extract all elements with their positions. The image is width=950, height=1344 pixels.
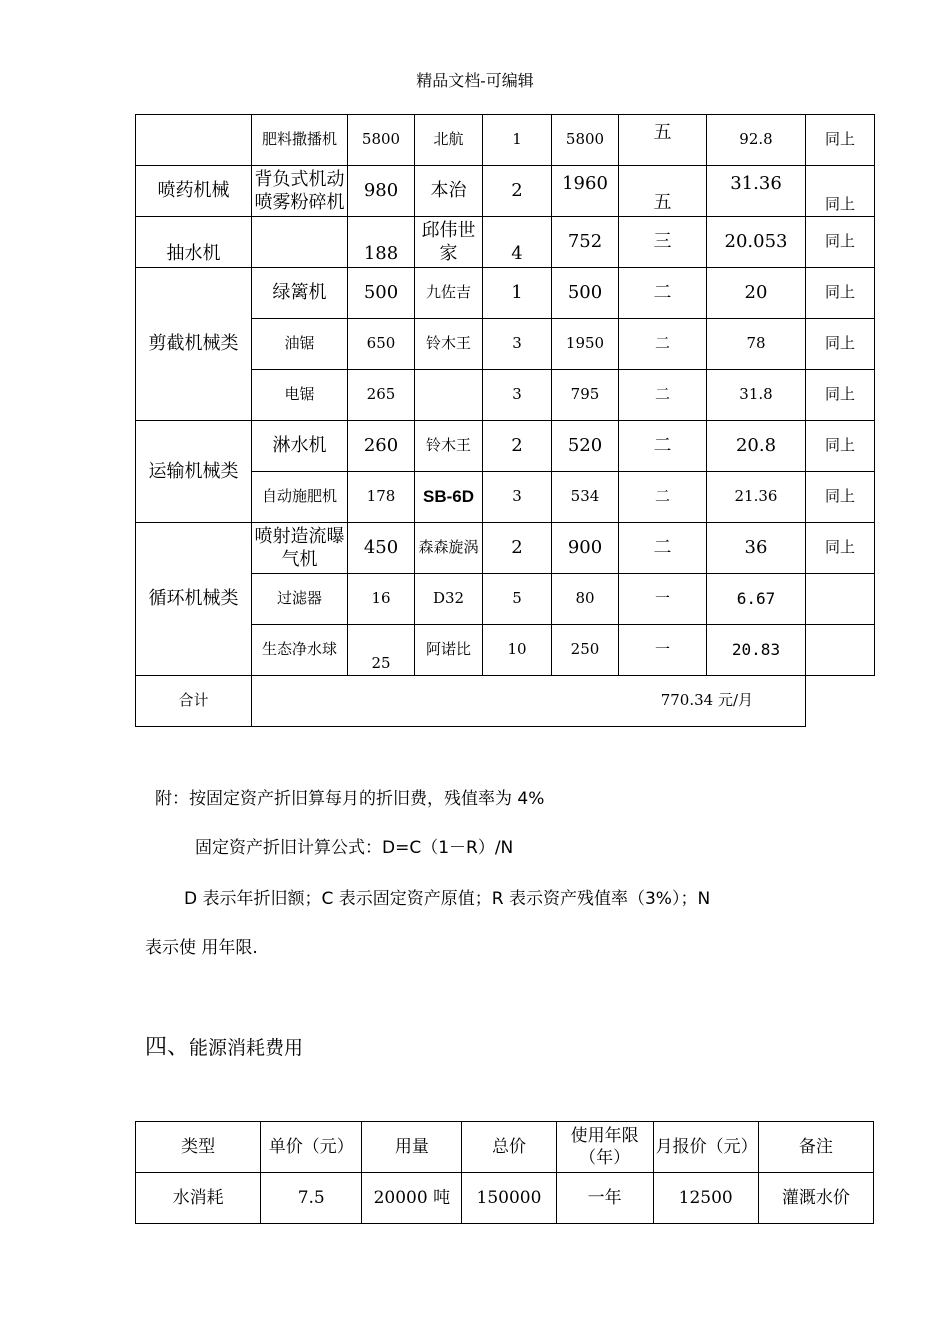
total-price-cell: 500 [552, 268, 619, 319]
column-header: 使用年限（年） [556, 1122, 653, 1173]
quantity-cell: 2 [483, 421, 552, 472]
unit-price-cell: 980 [348, 166, 415, 217]
section-number: 四、 [145, 1035, 190, 1060]
total-price-cell: 5800 [552, 115, 619, 166]
brand-cell [415, 370, 483, 421]
table-row [136, 268, 875, 319]
brand-cell: 阿诺比 [415, 625, 483, 676]
note-variable-definitions-cont: 表示使 用年限. [145, 938, 258, 958]
energy-cost-table [135, 1121, 874, 1224]
total-price-cell: 250 [552, 625, 619, 676]
equipment-name-cell: 肥料撒播机 [252, 115, 348, 166]
page-header: 精品文档-可编辑 [416, 71, 534, 90]
unit-price-cell: 5800 [348, 115, 415, 166]
unit-price-cell: 25 [348, 625, 415, 676]
service-years-cell: 二 [619, 319, 707, 370]
monthly-depreciation-cell: 20.83 [707, 625, 806, 676]
total-price-cell: 150000 [462, 1173, 556, 1224]
section-title: 能源消耗费用 [189, 1037, 304, 1059]
category-cell: 剪截机械类 [136, 268, 252, 421]
brand-cell: 邱伟世家 [415, 217, 483, 268]
category-cell: 运输机械类 [136, 421, 252, 523]
service-years-cell: 二 [619, 370, 707, 421]
total-row [136, 676, 875, 727]
column-header: 用量 [362, 1122, 462, 1173]
monthly-depreciation-cell: 20 [707, 268, 806, 319]
quantity-cell: 2 [483, 166, 552, 217]
total-price-cell: 900 [552, 523, 619, 574]
service-years-cell: 五 [619, 115, 707, 166]
category-cell [136, 115, 252, 166]
equipment-name-cell: 背负式机动喷雾粉碎机 [252, 166, 348, 217]
equipment-name-cell [252, 217, 348, 268]
brand-cell: 铃木王 [415, 319, 483, 370]
total-price-cell: 80 [552, 574, 619, 625]
monthly-depreciation-cell: 36 [707, 523, 806, 574]
service-years-cell: 五 [619, 166, 707, 217]
service-years-cell: 一 [619, 574, 707, 625]
service-years-cell: 三 [619, 217, 707, 268]
table-row [136, 523, 875, 574]
brand-cell: 北航 [415, 115, 483, 166]
note-cell: 同上 [806, 319, 875, 370]
equipment-name-cell: 电锯 [252, 370, 348, 421]
equipment-name-cell: 自动施肥机 [252, 472, 348, 523]
note-formula: 固定资产折旧计算公式：D=C（1－R）/N [195, 838, 514, 858]
brand-cell: 九佐吉 [415, 268, 483, 319]
brand-cell: 本治 [415, 166, 483, 217]
table-row [136, 217, 875, 268]
category-cell: 抽水机 [136, 217, 252, 268]
total-label-cell: 合计 [136, 676, 252, 727]
monthly-depreciation-cell: 20.053 [707, 217, 806, 268]
note-cell: 同上 [806, 472, 875, 523]
brand-cell: D32 [415, 574, 483, 625]
column-header: 备注 [758, 1122, 873, 1173]
table-row [136, 421, 875, 472]
note-cell [806, 625, 875, 676]
unit-price-cell: 260 [348, 421, 415, 472]
note-cell: 同上 [806, 166, 875, 217]
total-price-cell: 534 [552, 472, 619, 523]
quantity-cell: 2 [483, 523, 552, 574]
quantity-cell: 5 [483, 574, 552, 625]
equipment-name-cell: 绿篱机 [252, 268, 348, 319]
table-row [136, 166, 875, 217]
brand-cell: 铃木王 [415, 421, 483, 472]
monthly-depreciation-cell: 31.36 [707, 166, 806, 217]
unit-price-cell: 16 [348, 574, 415, 625]
note-depreciation-rate: 附：按固定资产折旧算每月的折旧费，残值率为 4% [155, 789, 545, 809]
note-cell: 灌溉水价 [758, 1173, 873, 1224]
service-years-cell: 二 [619, 472, 707, 523]
unit-price-cell: 178 [348, 472, 415, 523]
note-cell: 同上 [806, 421, 875, 472]
monthly-price-cell: 12500 [653, 1173, 758, 1224]
note-cell: 同上 [806, 268, 875, 319]
brand-cell: 森森旋涡 [415, 523, 483, 574]
total-price-cell: 795 [552, 370, 619, 421]
service-years-cell: 一 [619, 625, 707, 676]
total-value-cell: 770.34 元/月 [252, 676, 806, 727]
quantity-cell: 10 [483, 625, 552, 676]
service-years-cell: 一年 [556, 1173, 653, 1224]
note-cell: 同上 [806, 523, 875, 574]
total-price-cell: 752 [552, 217, 619, 268]
table-row [136, 115, 875, 166]
service-years-cell: 二 [619, 421, 707, 472]
quantity-cell: 1 [483, 268, 552, 319]
note-cell [806, 574, 875, 625]
column-header: 月报价（元） [653, 1122, 758, 1173]
unit-price-cell: 500 [348, 268, 415, 319]
monthly-depreciation-cell: 20.8 [707, 421, 806, 472]
quantity-cell: 3 [483, 472, 552, 523]
type-cell: 水消耗 [136, 1173, 261, 1224]
brand-cell: SB-6D [415, 472, 483, 523]
equipment-depreciation-table [135, 114, 875, 727]
total-price-cell: 1950 [552, 319, 619, 370]
unit-price-cell: 7.5 [261, 1173, 362, 1224]
note-cell: 同上 [806, 370, 875, 421]
quantity-cell: 3 [483, 370, 552, 421]
note-cell: 同上 [806, 217, 875, 268]
service-years-cell: 二 [619, 523, 707, 574]
category-cell: 喷药机械 [136, 166, 252, 217]
unit-price-cell: 650 [348, 319, 415, 370]
column-header: 总价 [462, 1122, 556, 1173]
unit-price-cell: 188 [348, 217, 415, 268]
equipment-name-cell: 过滤器 [252, 574, 348, 625]
note-variable-definitions: D 表示年折旧额；C 表示固定资产原值；R 表示资产残值率（3%）；N [184, 889, 711, 909]
table-row [136, 1173, 874, 1224]
unit-price-cell: 450 [348, 523, 415, 574]
equipment-name-cell: 淋水机 [252, 421, 348, 472]
monthly-depreciation-cell: 21.36 [707, 472, 806, 523]
service-years-cell: 二 [619, 268, 707, 319]
equipment-name-cell: 油锯 [252, 319, 348, 370]
note-cell: 同上 [806, 115, 875, 166]
unit-price-cell: 265 [348, 370, 415, 421]
monthly-depreciation-cell: 31.8 [707, 370, 806, 421]
amount-cell: 20000 吨 [362, 1173, 462, 1224]
column-header: 单价（元） [261, 1122, 362, 1173]
category-cell: 循环机械类 [136, 523, 252, 676]
monthly-depreciation-cell: 78 [707, 319, 806, 370]
monthly-depreciation-cell: 92.8 [707, 115, 806, 166]
quantity-cell: 4 [483, 217, 552, 268]
table-header-row [136, 1122, 874, 1173]
quantity-cell: 3 [483, 319, 552, 370]
monthly-depreciation-cell: 6.67 [707, 574, 806, 625]
column-header: 类型 [136, 1122, 261, 1173]
total-price-cell: 520 [552, 421, 619, 472]
equipment-name-cell: 喷射造流曝气机 [252, 523, 348, 574]
total-price-cell: 1960 [552, 166, 619, 217]
section-heading [145, 1030, 303, 1061]
equipment-name-cell: 生态净水球 [252, 625, 348, 676]
quantity-cell: 1 [483, 115, 552, 166]
